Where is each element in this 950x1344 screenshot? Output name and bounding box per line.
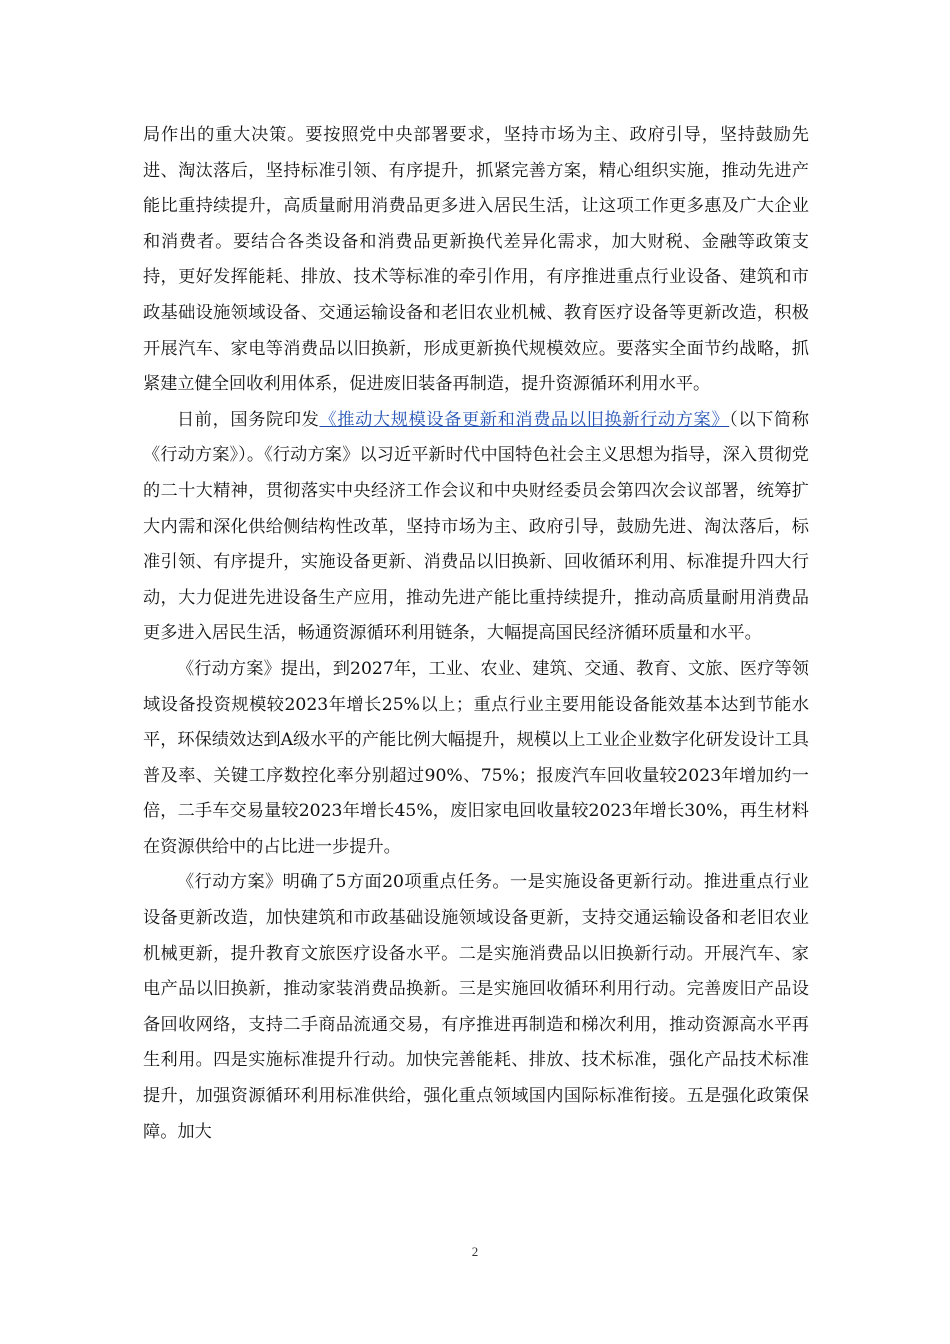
paragraph-2-lead: 日前，国务院印发 — [177, 409, 320, 430]
action-plan-link[interactable]: 《推动大规模设备更新和消费品以旧换新行动方案》 — [319, 409, 730, 430]
paragraph-4: 《行动方案》明确了5方面20项重点任务。一是实施设备更新行动。推进重点行业设备更新改造，加快建筑和市政基础设施领域设备更新，支持交通运输设备和老旧农业机械更新，提升教育文旅医疗设备水平。二是实施消费品以旧换新行动。开展汽车、家电产品以旧换新，推动家装消费品换新。三是实施回收循环利用行动。完善废旧产品设备回收网络，支持二手商品流通交易，有序推进再制造和梯次利用，推动资源高水平再生利用。四是实施标准提升行动。加快完善能耗、排放、技术标准，强化产品技术标准提升，加强资源循环利用标准供给，强化重点领域国内国际标准衔接。五是强化政策保障。加大 — [143, 872, 809, 1142]
page-number: 2 — [471, 1244, 479, 1259]
paragraph-2-rest: （以下简称《行动方案》）。《行动方案》以习近平新时代中国特色社会主义思想为指导，深入贯彻党的二十大精神，贯彻落实中央经济工作会议和中央财经委员会第四次会议部署，统筹扩大内需和深化供给侧结构性改革，坚持市场为主、政府引导，鼓励先进、淘汰落后，标准引领、有序提升，实施设备更新、消费品以旧换新、回收循环利用、标准提升四大行动，大力促进先进设备生产应用，推动先进产能比重持续提升，推动高质量耐用消费品更多进入居民生活，畅通资源循环利用链条，大幅提高国民经济循环质量和水平。 — [143, 409, 809, 644]
document-body — [143, 118, 809, 1150]
paragraph-2 — [143, 403, 809, 652]
paragraph-1: 局作出的重大决策。要按照党中央部署要求，坚持市场为主、政府引导，坚持鼓励先进、淘汰落后，坚持标准引领、有序提升，抓紧完善方案，精心组织实施，推动先进产能比重持续提升，高质量耐用消费品更多进入居民生活，让这项工作更多惠及广大企业和消费者。要结合各类设备和消费品更新换代差异化需求，加大财税、金融等政策支持，更好发挥能耗、排放、技术等标准的牵引作用，有序推进重点行业设备、建筑和市政基础设施领域设备、交通运输设备和老旧农业机械、教育医疗设备等更新改造，积极开展汽车、家电等消费品以旧换新，形成更新换代规模效应。要落实全面节约战略，抓紧建立健全回收利用体系，促进废旧装备再制造，提升资源循环利用水平。 — [143, 125, 809, 395]
paragraph-3: 《行动方案》提出，到2027年，工业、农业、建筑、交通、教育、文旅、医疗等领域设备投资规模较2023年增长25%以上；重点行业主要用能设备能效基本达到节能水平，环保绩效达到A级水平的产能比例大幅提升，规模以上工业企业数字化研发设计工具普及率、关键工序数控化率分别超过90%、75%；报废汽车回收量较2023年增加约一倍，二手车交易量较2023年增长45%，废旧家电回收量较2023年增长30%，再生材料在资源供给中的占比进一步提升。 — [143, 658, 809, 857]
